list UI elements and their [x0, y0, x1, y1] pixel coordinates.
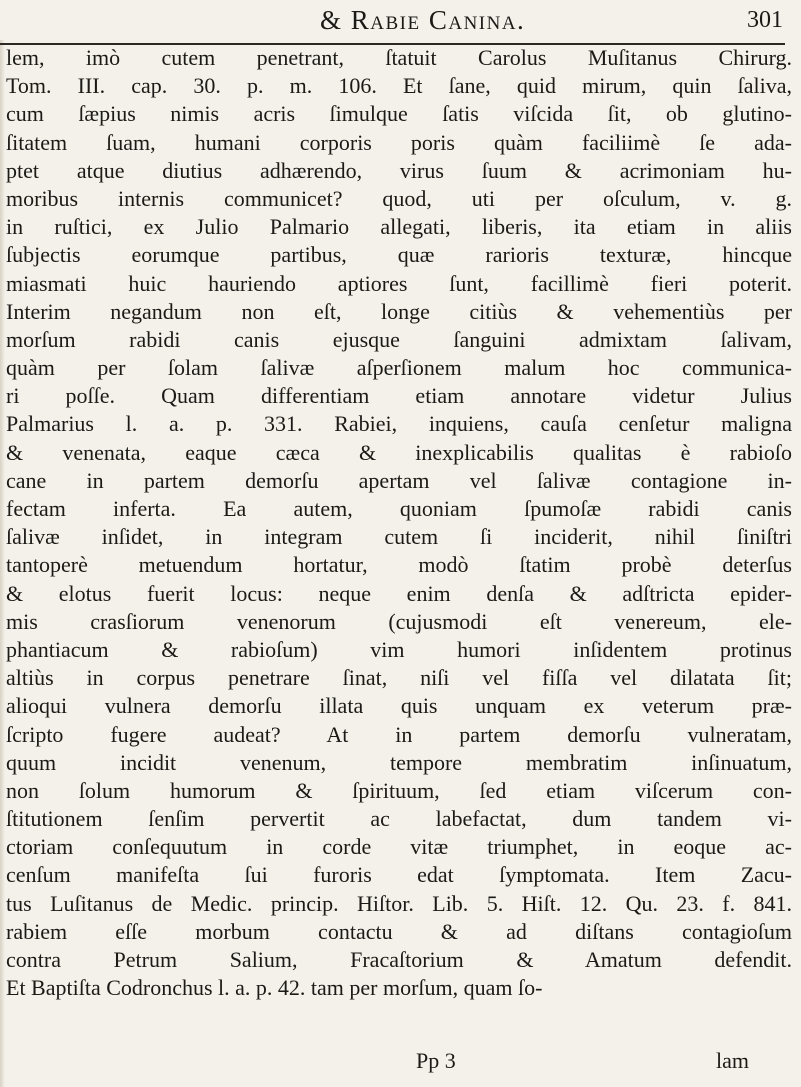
running-head: & Rabie Canina. [320, 5, 526, 35]
catchword: lam [716, 1048, 749, 1073]
text-line: lem, imò cutem penetrant, ſtatuit Carolus Muſitanus Chirurg. [6, 45, 792, 70]
text-line: cenſum manifeſta ſui furoris edat ſymptomata. Item Zacu- [6, 862, 792, 888]
text-line: Interim negandum non eſt, longe citiùs & vehementiùs per [6, 298, 792, 324]
text-line: tus Luſitanus de Medic. princip. Hiſtor. Lib. 5. Hiſt. 12. Qu. 23. f. 841. [6, 890, 792, 916]
text-line: fectam inferta. Ea autem, quoniam ſpumoſæ rabidi canis [6, 496, 792, 521]
text-line: ſubjectis eorumque partibus, quæ rarioris texturæ, hincque [6, 242, 792, 268]
text-line: tantoperè metuendum hortatur, modò ſtatim probè deterſus [6, 552, 792, 578]
text-line: ptet atque diutius adhærendo, virus ſuum & acrimoniam hu- [6, 157, 792, 183]
text-line: & venenata, eaque cæca & inexplicabilis qualitas è rabioſo [6, 439, 792, 465]
text-line: ſalivæ inſidet, in integram cutem ſi inciderit, nihil ſiniſtri [6, 524, 792, 550]
text-line: rabiem eſſe morbum contactu & ad diſtans contagioſum [6, 918, 792, 944]
text-line: morſum rabidi canis ejusque ſanguini admixtam ſalivam, [6, 326, 792, 352]
text-line: ſitatem ſuam, humani corporis poris quàm faciliimè ſe ada- [6, 129, 792, 155]
body-text [6, 44, 792, 1002]
text-line: in ruſtici, ex Julio Palmario allegati, liberis, ita etiam in aliis [6, 214, 792, 240]
text-line: alioqui vulnera demorſu illata quis unquam ex veterum præ- [6, 693, 792, 719]
text-line: ri poſſe. Quam differentiam etiam annotare videtur Julius [6, 383, 792, 409]
text-line: cum ſæpius nimis acris ſimulque ſatis viſcida ſit, ob glutino- [6, 101, 792, 127]
text-line: moribus internis communicet? quod, uti per oſculum, v. g. [6, 185, 792, 211]
text-line: altiùs in corpus penetrare ſinat, niſi vel fiſſa vel dilatata ſit; [6, 665, 792, 691]
text-line: cane in partem demorſu apertam vel ſalivæ contagione in- [6, 467, 792, 493]
text-line: miasmati huic hauriendo aptiores ſunt, facillimè fieri poterit. [6, 270, 792, 296]
text-line: ſtitutionem ſenſim pervertit ac labefactat, dum tandem vi- [6, 806, 792, 832]
text-line: & elotus fuerit locus: neque enim denſa & adſtricta epider- [6, 580, 792, 606]
page-gutter-shadow [0, 40, 5, 1087]
page-header [0, 0, 801, 48]
text-line: quàm per ſolam ſalivæ aſperſionem malum hoc communica- [6, 355, 792, 381]
text-line: Palmarius l. a. p. 331. Rabiei, inquiens, cauſa cenſetur maligna [6, 411, 792, 437]
text-line: phantiacum & rabioſum) vim humori inſidentem protinus [6, 636, 792, 662]
signature-mark: Pp 3 [416, 1048, 456, 1073]
text-line: non ſolum humorum & ſpirituum, ſed etiam viſcerum con- [6, 777, 792, 803]
text-line: Et Baptiſta Codronchus l. a. p. 42. tam per morſum, quam ſo- [6, 975, 543, 1001]
text-line: quum incidit venenum, tempore membratim inſinuatum, [6, 749, 792, 775]
page-number: 301 [747, 7, 783, 33]
text-line: contra Petrum Salium, Fracaſtorium & Amatum defendit. [6, 947, 792, 972]
page-footer [0, 1048, 801, 1082]
text-line: Tom. III. cap. 30. p. m. 106. Et ſane, quid mirum, quin ſaliva, [6, 73, 792, 99]
text-line: ctoriam conſequutum in corde vitæ triumphet, in eoque ac- [6, 834, 792, 860]
text-line: mis crasſiorum venenorum (cujusmodi eſt venereum, ele- [6, 608, 792, 634]
text-line: ſcripto fugere audeat? At in partem demorſu vulneratam, [6, 721, 792, 747]
